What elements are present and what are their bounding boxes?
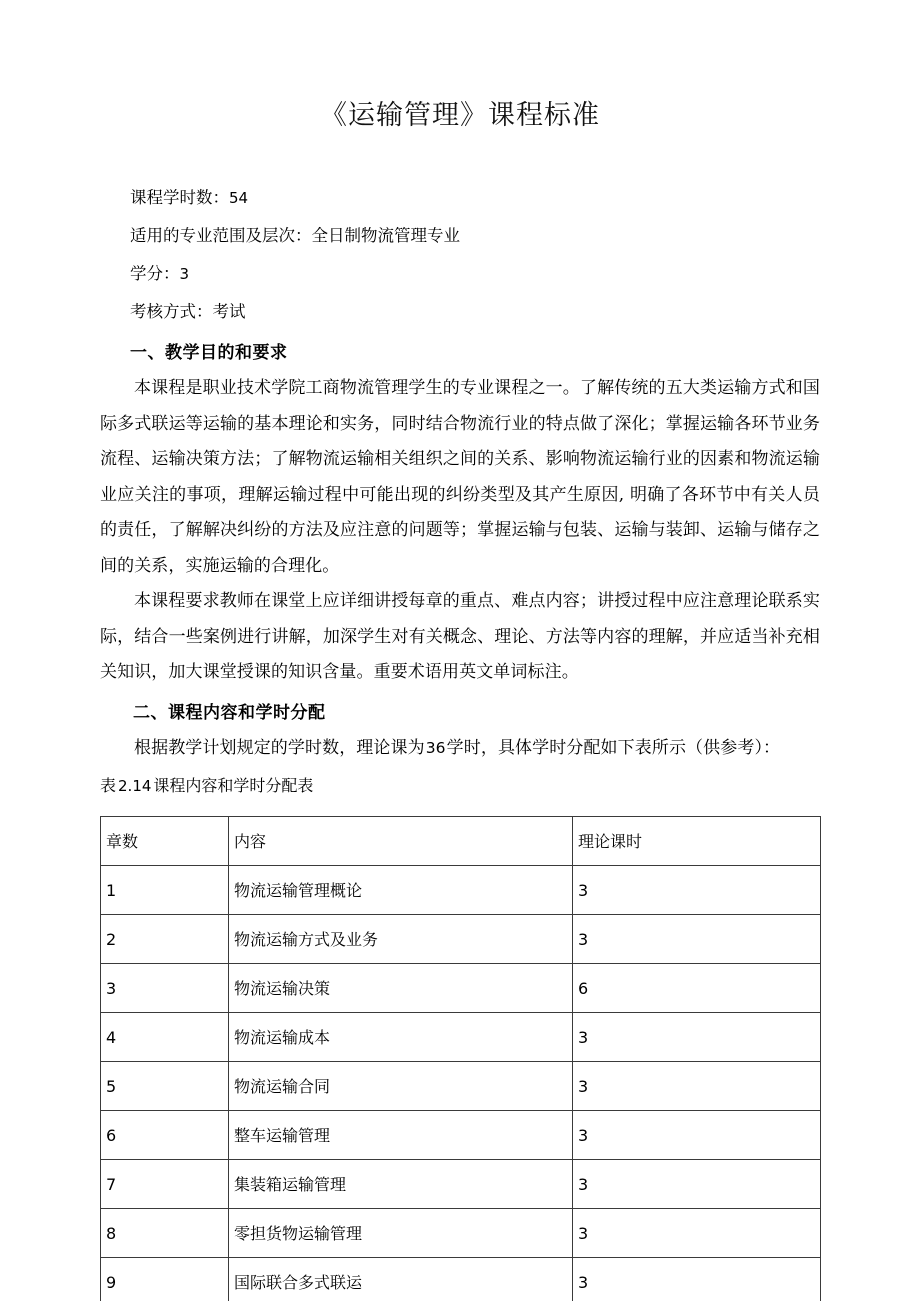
table-caption-suffix: 课程内容和学时分配表 (153, 776, 314, 796)
cell-content: 国际联合多式联运 (229, 1258, 573, 1301)
meta-label-assessment: 考核方式：考试 (130, 302, 246, 322)
paragraph-teaching-requirements: 本课程要求教师在课堂上应详细讲授每章的重点、难点内容；讲授过程中应注意理论联系实际，结合一些案例进行讲解，加深学生对有关概念、理论、方法等内容的理解，并应适当补充相关知识，加大课堂授课的知识含量。重要术语用英文单词标注。 (100, 591, 820, 683)
meta-label-hours: 课程学时数： (130, 188, 229, 208)
cell-content: 物流运输管理概论 (229, 866, 573, 915)
hours-intro-prefix: 根据教学计划规定的学时数，理论课为 (134, 737, 425, 758)
meta-line-assessment (130, 293, 820, 331)
document-content (100, 0, 820, 1301)
page-title: 《运输管理》课程标准 (320, 100, 600, 131)
meta-value-hours: 54 (229, 189, 249, 208)
cell-content: 物流运输决策 (229, 964, 573, 1013)
meta-line-major (130, 217, 820, 255)
table-header-content: 内容 (229, 817, 573, 866)
cell-hours: 3 (573, 866, 821, 915)
table-header-row (101, 817, 821, 866)
meta-line-credits (130, 255, 820, 293)
cell-hours: 3 (573, 1209, 821, 1258)
section-heading-content-allocation: 二、课程内容和学时分配 (133, 702, 326, 723)
table-caption (100, 768, 820, 804)
cell-hours: 3 (573, 1160, 821, 1209)
meta-value-credits: 3 (179, 265, 190, 284)
cell-content: 物流运输成本 (229, 1013, 573, 1062)
cell-content: 整车运输管理 (229, 1111, 573, 1160)
cell-hours: 3 (573, 1062, 821, 1111)
table-row (101, 1111, 821, 1160)
cell-hours: 3 (573, 1013, 821, 1062)
table-caption-number: 2.14 (118, 777, 152, 796)
cell-hours: 3 (573, 1258, 821, 1301)
table-row (101, 964, 821, 1013)
cell-hours: 6 (573, 964, 821, 1013)
table-row (101, 1062, 821, 1111)
hours-intro-number: 36 (425, 738, 446, 757)
meta-label-major: 适用的专业范围及层次：全日制物流管理专业 (130, 226, 460, 246)
cell-content: 物流运输方式及业务 (229, 915, 573, 964)
cell-chapter: 1 (101, 866, 229, 915)
cell-hours: 3 (573, 1111, 821, 1160)
cell-chapter: 6 (101, 1111, 229, 1160)
paragraph-hours-intro (100, 731, 820, 767)
cell-chapter: 5 (101, 1062, 229, 1111)
table-row (101, 1258, 821, 1301)
table-header-hours: 理论课时 (573, 817, 821, 866)
course-content-table (100, 816, 821, 1301)
table-row (101, 1013, 821, 1062)
cell-content: 零担货物运输管理 (229, 1209, 573, 1258)
section-heading-teaching-goals: 一、教学目的和要求 (130, 343, 288, 364)
cell-chapter: 8 (101, 1209, 229, 1258)
cell-content: 物流运输合同 (229, 1062, 573, 1111)
cell-hours: 3 (573, 915, 821, 964)
cell-chapter: 9 (101, 1258, 229, 1301)
course-metadata (100, 179, 820, 331)
table-caption-prefix: 表 (100, 776, 117, 796)
meta-line-hours (130, 179, 820, 217)
table-header-chapter: 章数 (101, 817, 229, 866)
hours-intro-suffix: 学时，具体学时分配如下表所示（供参考）： (446, 737, 781, 758)
cell-chapter: 4 (101, 1013, 229, 1062)
cell-content: 集装箱运输管理 (229, 1160, 573, 1209)
table-row (101, 1209, 821, 1258)
cell-chapter: 3 (101, 964, 229, 1013)
cell-chapter: 2 (101, 915, 229, 964)
cell-chapter: 7 (101, 1160, 229, 1209)
table-row (101, 866, 821, 915)
table-row (101, 1160, 821, 1209)
paragraph-course-overview: 本课程是职业技术学院工商物流管理学生的专业课程之一。了解传统的五大类运输方式和国际多式联运等运输的基本理论和实务，同时结合物流行业的特点做了深化；掌握运输各环节业务流程、运输决策方法；了解物流运输相关组织之间的关系、影响物流运输行业的因素和物流运输业应关注的事项，理解运输过程中可能出现的纠纷类型及其产生原因, 明确了各环节中有关人员的责任，了解解决纠纷的方法及应注意的问题等；掌握运输与包装、运输与装卸、运输与储存之间的关系，实施运输的合理化。 (100, 378, 820, 576)
table-row (101, 915, 821, 964)
meta-label-credits: 学分： (130, 264, 180, 284)
